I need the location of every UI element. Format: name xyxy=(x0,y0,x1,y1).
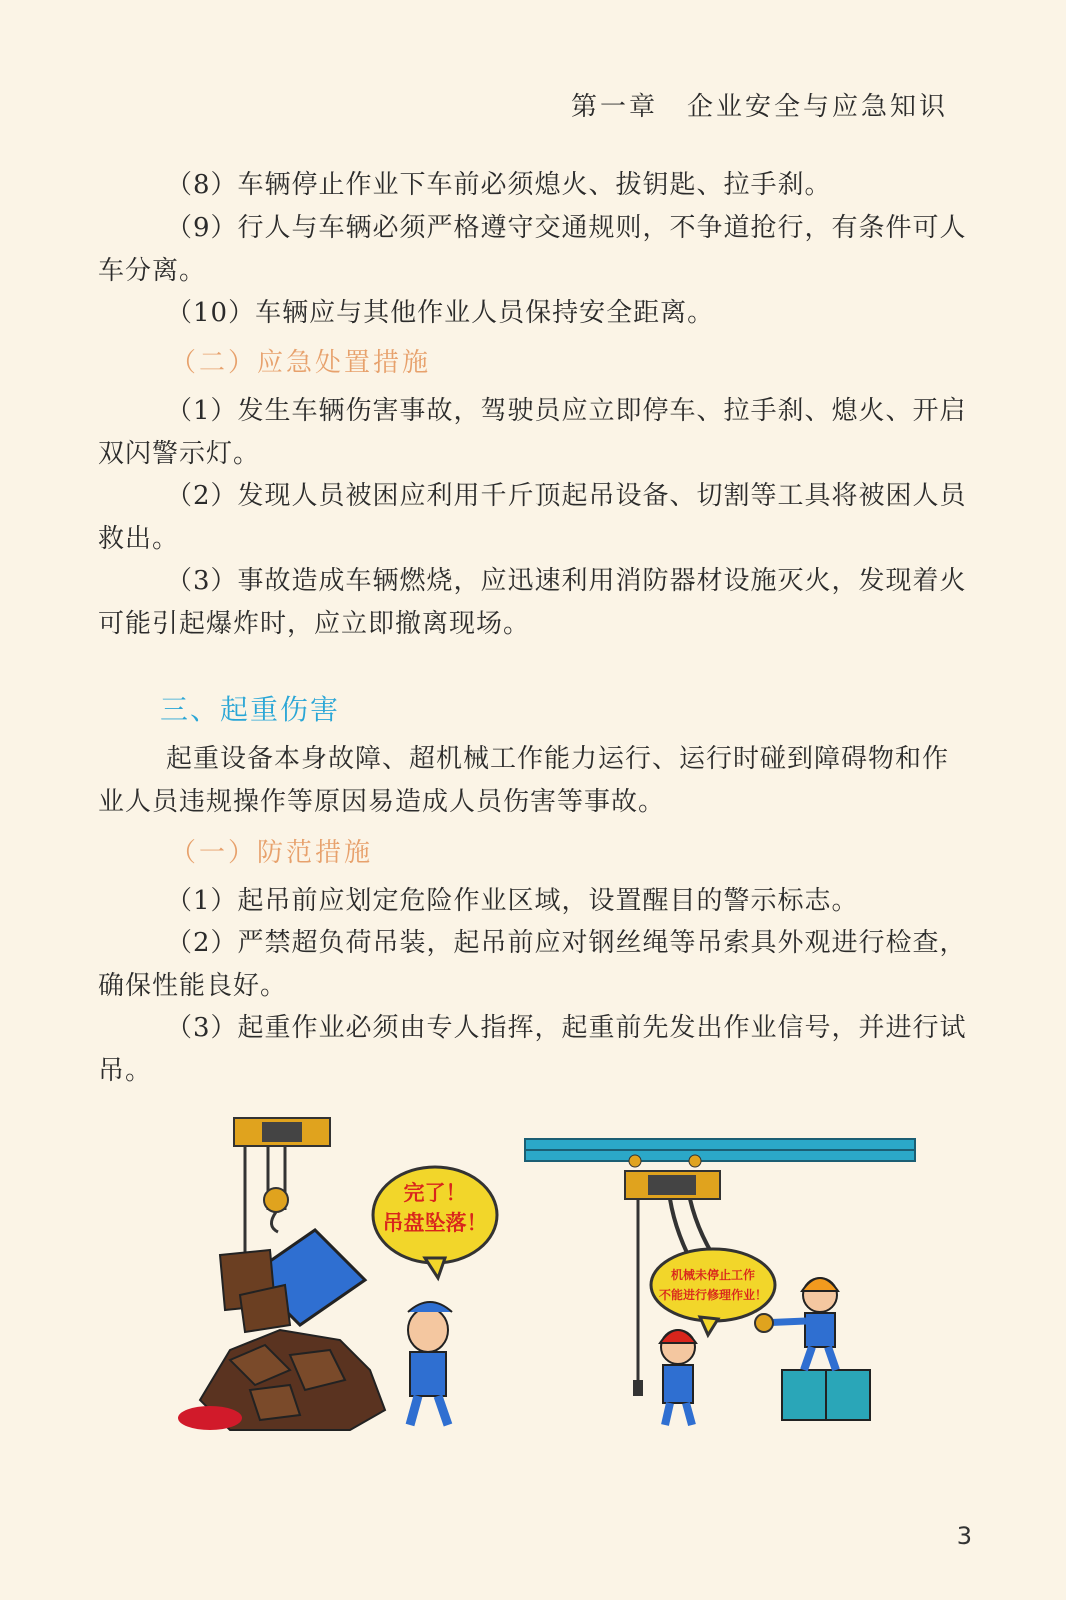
emergency-item-1: （1）发生车辆伤害事故，驾驶员应立即停车、拉手刹、熄火、开启双闪警示灯。 xyxy=(98,396,967,469)
subsection-emergency-title: （二）应急处置措施 xyxy=(170,348,432,378)
right-bubble-line1: 机械未停止工作 xyxy=(670,1268,756,1282)
section-intro: 起重设备本身故障、超机械工作能力运行、运行时碰到障碍物和作业人员违规操作等原因易造成人员伤害等事故。 xyxy=(98,744,950,817)
section-title-lifting-injury: 三、起重伤害 xyxy=(160,693,341,726)
prevention-item-3: （3）起重作业必须由专人指挥，起重前先发出作业信号，并进行试吊。 xyxy=(98,1013,967,1086)
emergency-item-3: （3）事故造成车辆燃烧，应迅速利用消防器材设施灭火，发现着火可能引起爆炸时，应立即撤离现场。 xyxy=(98,566,967,639)
paragraph-9: （9）行人与车辆必须严格遵守交通规则，不争道抢行，有条件可人车分离。 xyxy=(98,213,967,286)
left-bubble-line2: 吊盘坠落！ xyxy=(382,1211,488,1235)
subsection-prevention-title: （一）防范措施 xyxy=(170,838,374,868)
prevention-item-2: （2）严禁超负荷吊装，起吊前应对钢丝绳等吊索具外观进行检查，确保性能良好。 xyxy=(98,928,967,1001)
paragraph-8: （8）车辆停止作业下车前必须熄火、拔钥匙、拉手刹。 xyxy=(166,170,832,200)
prevention-item-1: （1）起吊前应划定危险作业区域，设置醒目的警示标志。 xyxy=(166,886,859,916)
chapter-header: 第一章 企业安全与应急知识 xyxy=(570,92,948,122)
repair-warning-illustration xyxy=(520,1125,920,1435)
emergency-item-2: （2）发现人员被困应利用千斤顶起吊设备、切割等工具将被困人员救出。 xyxy=(98,481,967,554)
page-number: 3 xyxy=(956,1522,972,1550)
left-bubble-line1: 完了！ xyxy=(403,1181,467,1205)
falling-load-illustration xyxy=(170,1100,510,1440)
paragraph-10: （10）车辆应与其他作业人员保持安全距离。 xyxy=(166,298,715,328)
right-bubble-line2: 不能进行修理作业！ xyxy=(658,1288,768,1302)
